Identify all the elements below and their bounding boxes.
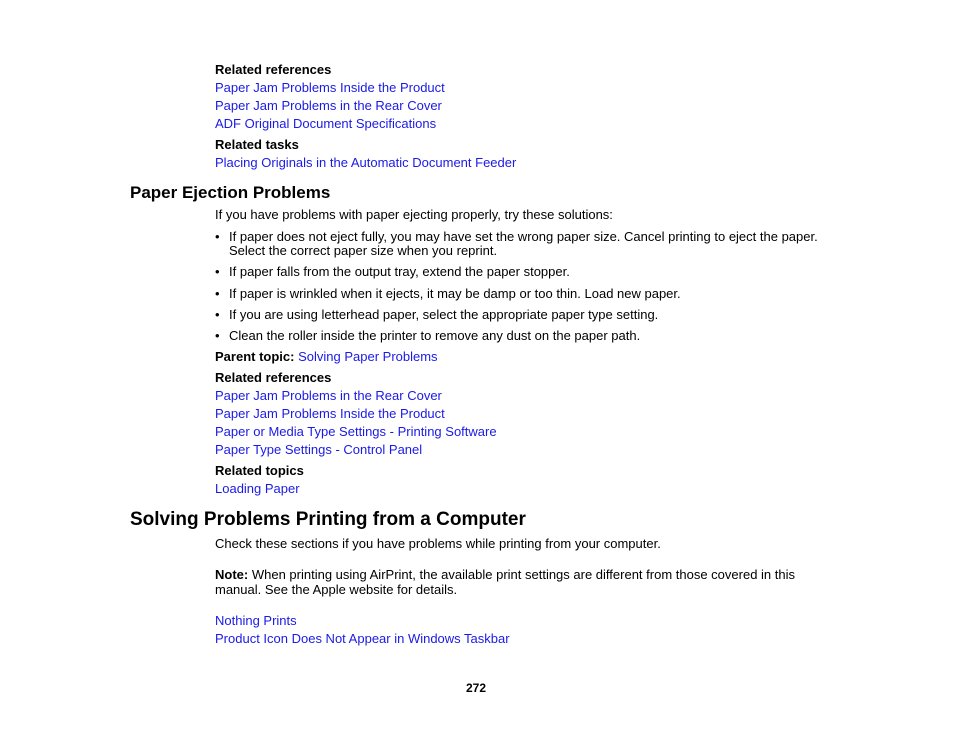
related-tasks-heading: Related tasks xyxy=(215,137,299,152)
link-solving-paper-problems[interactable]: Solving Paper Problems xyxy=(298,349,438,364)
parent-topic-label: Parent topic: xyxy=(215,349,295,364)
related-references-heading: Related references xyxy=(215,62,332,77)
link-media-type-settings-software[interactable]: Paper or Media Type Settings - Printing Software xyxy=(215,424,497,439)
printing-problems-heading: Solving Problems Printing from a Computer xyxy=(130,509,526,530)
link-adf-specifications[interactable]: ADF Original Document Specifications xyxy=(215,116,437,131)
paper-ejection-heading: Paper Ejection Problems xyxy=(130,183,331,202)
link-placing-originals-adf[interactable]: Placing Originals in the Automatic Document Feeder xyxy=(215,155,517,170)
bullet-item-text: If paper falls from the output tray, extend the paper stopper. xyxy=(229,264,570,279)
bullet-item-text: Clean the roller inside the printer to remove any dust on the paper path. xyxy=(229,328,641,343)
paper-ejection-intro: If you have problems with paper ejecting properly, try these solutions: xyxy=(215,207,613,222)
bullet-item-text: If paper is wrinkled when it ejects, it may be damp or too thin. Load new paper. xyxy=(229,286,681,301)
link-paper-type-control-panel[interactable]: Paper Type Settings - Control Panel xyxy=(215,442,423,457)
note-text: When printing using AirPrint, the available print settings are different from those covered in this xyxy=(251,567,795,582)
parent-topic xyxy=(215,349,438,364)
link-paper-jam-rear-cover[interactable]: Paper Jam Problems in the Rear Cover xyxy=(215,98,442,113)
link-product-icon-taskbar[interactable]: Product Icon Does Not Appear in Windows Taskbar xyxy=(215,631,510,646)
bullet-item-text: Select the correct paper size when you reprint. xyxy=(229,243,498,258)
bullet-item-text: If paper does not eject fully, you may have set the wrong paper size. Cancel printing to eject the paper. xyxy=(229,229,818,244)
printing-problems-intro: Check these sections if you have problems while printing from your computer. xyxy=(215,536,661,551)
bullet-marker: • xyxy=(215,307,220,322)
page-number: 272 xyxy=(466,681,487,695)
link-paper-jam-inside[interactable]: Paper Jam Problems Inside the Product xyxy=(215,80,445,95)
bullet-item-text: If you are using letterhead paper, select the appropriate paper type setting. xyxy=(229,307,659,322)
bullet-marker: • xyxy=(215,264,220,279)
bullet-marker: • xyxy=(215,229,220,244)
link-paper-jam-rear-cover[interactable]: Paper Jam Problems in the Rear Cover xyxy=(215,388,442,403)
link-paper-jam-inside[interactable]: Paper Jam Problems Inside the Product xyxy=(215,406,445,421)
note-line-2: manual. See the Apple website for details. xyxy=(215,582,458,597)
bullet-marker: • xyxy=(215,286,220,301)
note-label: Note: xyxy=(215,567,249,582)
link-nothing-prints[interactable]: Nothing Prints xyxy=(215,613,297,628)
related-references-heading: Related references xyxy=(215,370,332,385)
related-topics-heading: Related topics xyxy=(215,463,304,478)
note-line-1 xyxy=(215,567,795,582)
bullet-marker: • xyxy=(215,328,220,343)
link-loading-paper[interactable]: Loading Paper xyxy=(215,481,300,496)
